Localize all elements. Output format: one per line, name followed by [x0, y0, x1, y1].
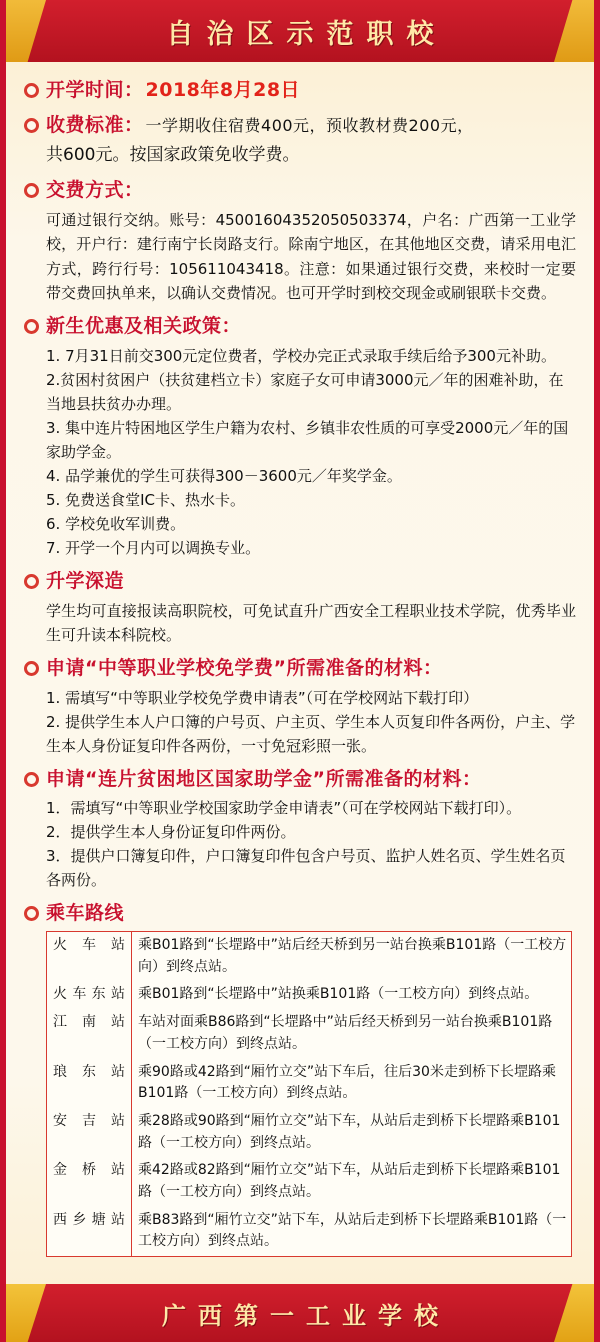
bullet-icon: [24, 772, 39, 787]
list-item: 3. 集中连片特困地区学生户籍为农村、乡镇非农性质的可享受2000元／年的国家助学金。: [46, 418, 569, 461]
bullet-icon: [24, 319, 39, 334]
bus-routes-table: [47, 932, 571, 1256]
bus-route: 乘B01路到“长堽路中”站换乘B101路（一工校方向）到终点站。: [132, 981, 572, 1009]
table-row: [47, 932, 571, 981]
bullet-icon: [24, 906, 39, 921]
payment-label: 交费方式：: [46, 179, 144, 202]
list-item: 2.贫困村贫困户（扶贫建档立卡）家庭子女可申请3000元／年的困难补助，在当地县扶贫办办理。: [46, 370, 564, 413]
bus-station: 西乡塘站: [53, 1211, 125, 1228]
section-apply-grant: [24, 767, 576, 893]
list-item: 4. 品学兼优的学生可获得300－3600元／年奖学金。: [46, 466, 402, 485]
section-fees: [24, 113, 576, 170]
open-date-label: 开学时间：: [46, 79, 144, 101]
bullet-icon: [24, 661, 39, 676]
bottom-banner: [0, 1284, 600, 1342]
section-apply-grant-head: [24, 767, 576, 793]
list-item: 1. 需填写“中等职业学校免学费申请表”（可在学校网站下载打印）: [46, 688, 479, 707]
bus-route: 乘42路或82路到“厢竹立交”站下车，从站后走到桥下长堽路乘B101路（一工校方向）到终点站。: [132, 1157, 572, 1206]
footer-title: 广西第一工业学校: [162, 1301, 450, 1330]
payment-body: 可通过银行交纳。账号：45001604352050503374，户名：广西第一工业学校，开户行：建行南宁长岗路支行。除南宁地区，在其他地区交费，请采用电汇方式，跨行行号：105611043418。注意：如果通过银行交费，来校时一定要带交费回执单来，以确认交费情况。也可开学时到校交现金或刷银联卡交费。: [46, 211, 576, 302]
bullet-icon: [24, 118, 39, 133]
section-policies-head: [24, 314, 576, 340]
policies-label: 新生优惠及相关政策：: [46, 315, 242, 338]
fees-label: 收费标准：: [46, 113, 144, 136]
bus-station: 琅东站: [53, 1063, 125, 1080]
section-payment: [24, 178, 576, 305]
bullet-icon: [24, 574, 39, 589]
bus-station: 金桥站: [53, 1162, 125, 1179]
fees-line1: 一学期收住宿费400元，预收教材费200元，: [145, 115, 474, 135]
apply-tuition-free-list: [24, 686, 576, 758]
section-bus-routes-head: [24, 901, 576, 927]
bus-station: 江南站: [53, 1014, 125, 1031]
bus-station: 火车东站: [53, 986, 125, 1003]
policies-list: [24, 344, 576, 560]
poster-content: [6, 62, 594, 1342]
table-row: [47, 1009, 571, 1058]
fees-line2: 共600元。按国家政策免收学费。: [46, 145, 300, 166]
list-item: 6. 学校免收军训费。: [46, 514, 186, 533]
open-date-value: 2018年8月28日: [145, 79, 301, 101]
list-item: 5. 免费送食堂IC卡、热水卡。: [46, 490, 245, 509]
apply-grant-label: 申请“连片贫困地区国家助学金”所需准备的材料：: [46, 767, 482, 790]
bullet-icon: [24, 83, 39, 98]
section-apply-tuition-free: [24, 656, 576, 758]
bus-routes-label: 乘车路线: [46, 902, 125, 925]
section-apply-tuition-free-head: [24, 656, 576, 682]
section-open-date-title: [46, 78, 300, 104]
table-row: [47, 981, 571, 1009]
bus-route: 乘90路或42路到“厢竹立交”站下车后，往后30米走到桥下长堽路乘B101路（一工校方向）到终点站。: [132, 1059, 572, 1108]
apply-grant-list: [24, 796, 576, 892]
section-open-date-head: [24, 78, 576, 104]
bus-route: 乘28路或90路到“厢竹立交”站下车，从站后走到桥下长堽路乘B101路（一工校方向）到终点站。: [132, 1108, 572, 1157]
table-row: [47, 1157, 571, 1206]
top-banner: [0, 0, 600, 62]
section-policies: [24, 314, 576, 560]
table-row: [47, 1207, 571, 1256]
bus-route: 乘B83路到“厢竹立交”站下车，从站后走到桥下长堽路乘B101路（一工校方向）到终点站。: [132, 1207, 572, 1256]
section-fees-title: [46, 113, 474, 139]
list-item: 1. 7月31日前交300元定位费者，学校办完正式录取手续后给予300元补助。: [46, 346, 556, 365]
bullet-icon: [24, 183, 39, 198]
list-item: 7. 开学一个月内可以调换专业。: [46, 538, 261, 557]
further-study-label: 升学深造: [46, 569, 125, 592]
bus-station: 火车站: [53, 937, 125, 954]
table-row: [47, 1108, 571, 1157]
section-payment-head: [24, 178, 576, 204]
bus-route: 车站对面乘B86路到“长堽路中”站后经天桥到另一站台换乘B101路（一工校方向）到终点站。: [132, 1009, 572, 1058]
list-item: 1．需填写“中等职业学校国家助学金申请表”（可在学校网站下载打印）。: [46, 799, 522, 818]
bus-routes-table-wrap: [46, 931, 572, 1257]
list-item: 3．提供户口簿复印件，户口簿复印件包含户号页、监护人姓名页、学生姓名页各两份。: [46, 847, 566, 890]
further-study-body: 学生均可直接报读高职院校，可免试直升广西安全工程职业技术学院，优秀毕业生可升读本科院校。: [46, 601, 576, 644]
apply-tuition-free-label: 申请“中等职业学校免学费”所需准备的材料：: [46, 657, 443, 680]
bus-station: 安吉站: [53, 1112, 125, 1129]
banner-title: 自治区示范职校: [166, 18, 447, 50]
section-further-study-head: [24, 569, 576, 595]
section-open-date: [24, 78, 576, 104]
bus-route: 乘B01路到“长堽路中”站后经天桥到另一站台换乘B101路（一工校方向）到终点站。: [132, 932, 572, 981]
section-fees-head: [24, 113, 576, 139]
list-item: 2．提供学生本人身份证复印件两份。: [46, 823, 296, 842]
list-item: 2. 提供学生本人户口簿的户号页、户主页、学生本人页复印件各两份，户主、学生本人身份证复印件各两份，一寸免冠彩照一张。: [46, 712, 576, 755]
table-row: [47, 1059, 571, 1108]
section-bus-routes: [24, 901, 576, 1257]
section-further-study: [24, 569, 576, 647]
